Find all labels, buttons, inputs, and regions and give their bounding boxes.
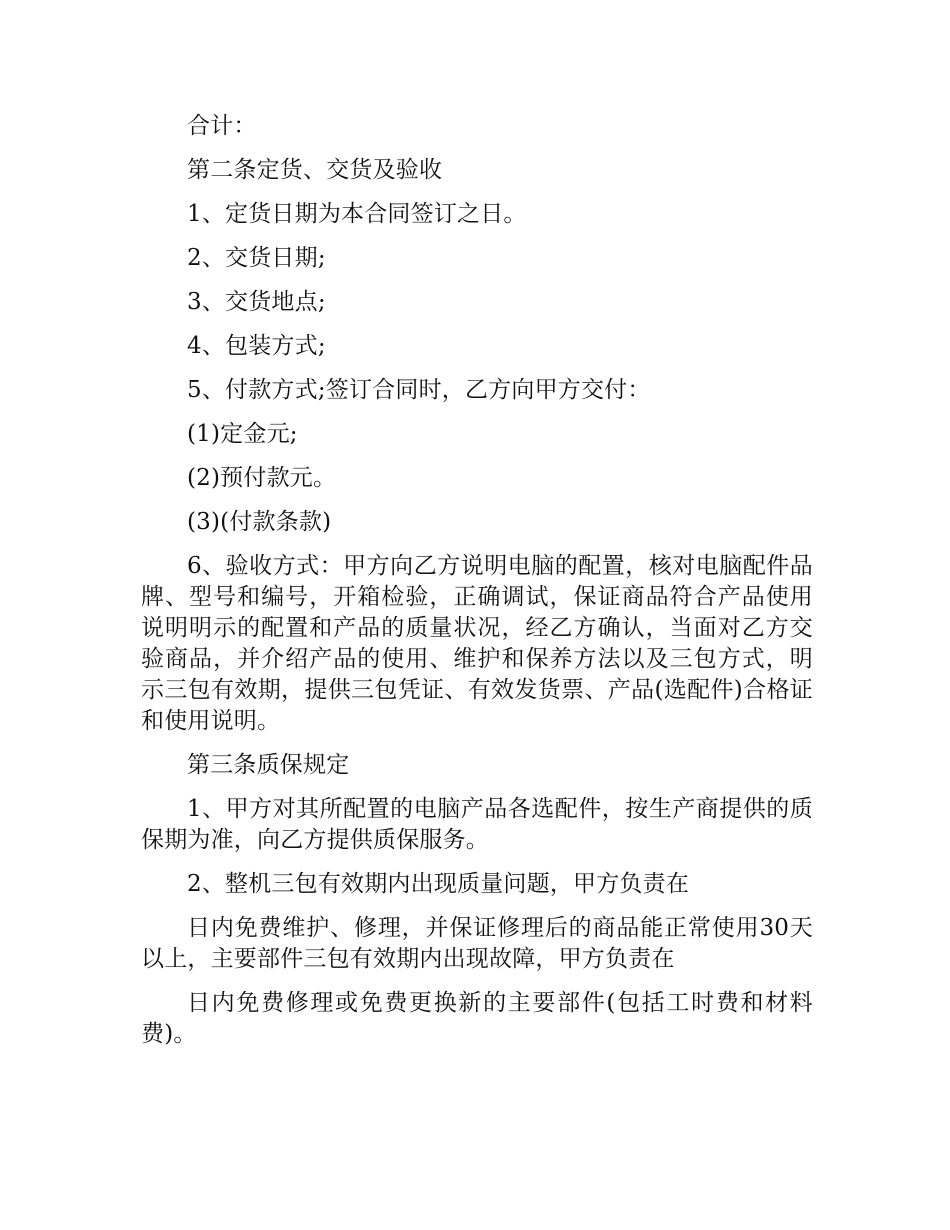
clause-warranty-responsibility: 2、整机三包有效期内出现质量问题，甲方负责在 [187,871,690,897]
clause-packaging: 4、包装方式; [187,333,326,359]
section-heading-article-2: 第二条定货、交货及验收 [187,157,443,183]
document-body [141,111,813,1063]
payment-item-terms: (3)(付款条款) [187,509,332,535]
clause-delivery-date: 2、交货日期; [187,245,326,271]
clause-warranty-period: 1、甲方对其所配置的电脑产品各选配件，按生产商提供的质保期为准，向乙方提供质保服务。 [141,796,813,853]
total-line: 合计： [187,113,257,139]
clause-order-date: 1、定货日期为本合同签订之日。 [187,201,527,227]
clause-free-repair: 日内免费维护、修理，并保证修理后的商品能正常使用30天以上，主要部件三包有效期内出现故障，甲方负责在 [141,915,813,972]
payment-item-deposit: (1)定金元; [187,421,298,447]
clause-acceptance-method: 6、验收方式：甲方向乙方说明电脑的配置，核对电脑配件品牌、型号和编号，开箱检验，正确调试，保证商品符合产品使用说明明示的配置和产品的质量状况，经乙方确认，当面对乙方交验商品，并介绍产品的使用、维护和保养方法以及三包方式，明示三包有效期，提供三包凭证、有效发货票、产品(选配件)合格证和使用说明。 [141,553,813,734]
clause-delivery-place: 3、交货地点; [187,289,326,315]
clause-free-replacement: 日内免费修理或免费更换新的主要部件(包括工时费和材料费)。 [141,990,813,1047]
clause-payment-method: 5、付款方式;签订合同时，乙方向甲方交付： [187,377,651,403]
section-heading-article-3: 第三条质保规定 [187,752,350,778]
payment-item-prepayment: (2)预付款元。 [187,465,337,491]
